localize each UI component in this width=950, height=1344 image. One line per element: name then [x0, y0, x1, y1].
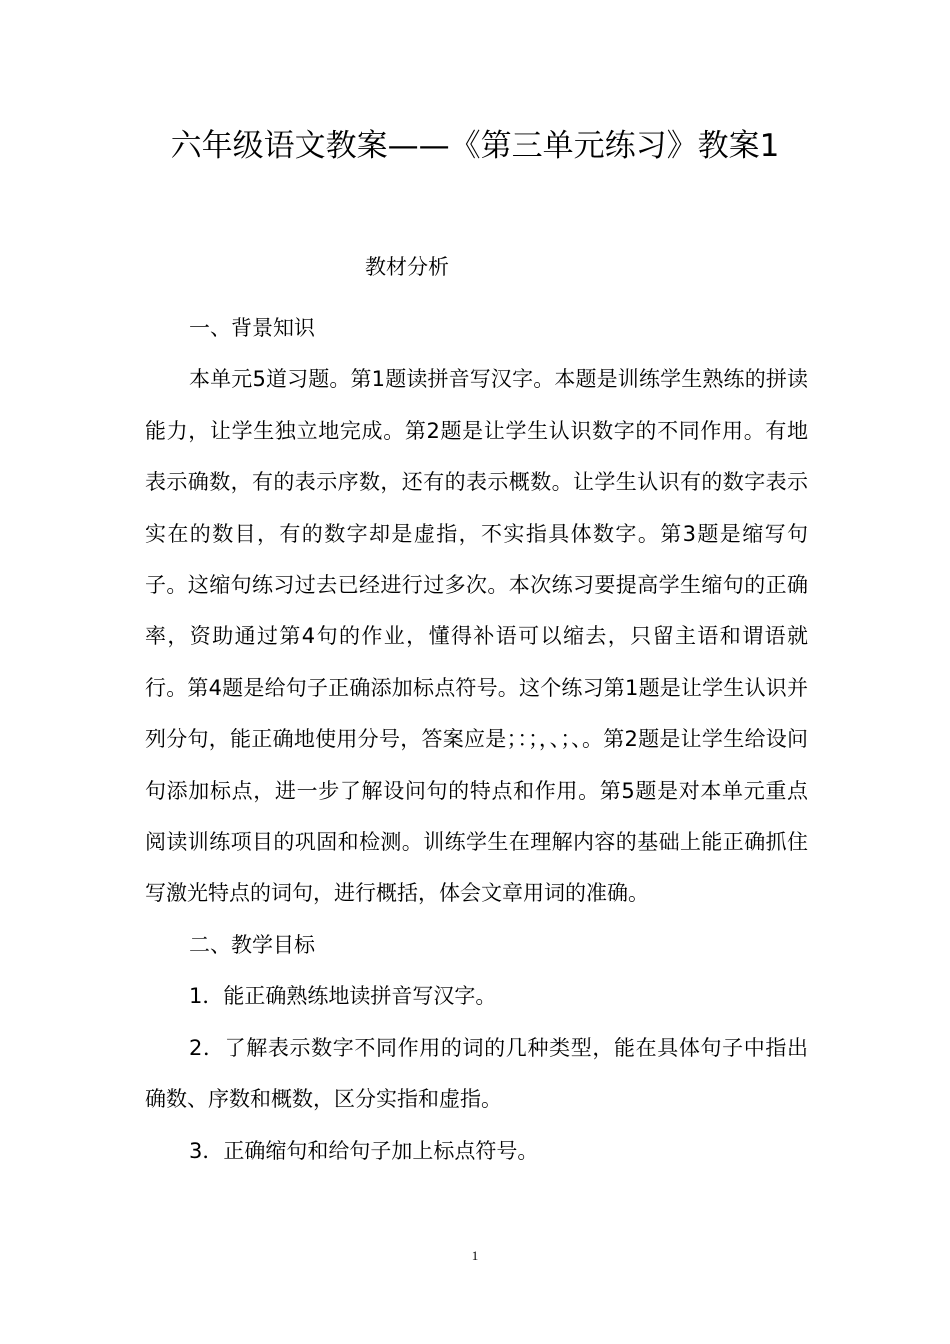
- document-title: 六年级语文教案——《第三单元练习》教案1: [170, 128, 780, 164]
- page-number: 1: [471, 1248, 479, 1263]
- paragraph-background: 本单元5道习题。第1题读拼音写汉字。本题是训练学生熟练的拼读能力，让学生独立地完成。第2题是让学生认识数字的不同作用。有地表示确数，有的表示序数，还有的表示概数。让学生认识有的数字表示实在的数目，有的数字却是虚指，不实指具体数字。第3题是缩写句子。这缩句练习过去已经进行过多次。本次练习要提高学生缩句的正确率，资助通过第4句的作业，懂得补语可以缩去，只留主语和谓语就行。第4题是给句子正确添加标点符号。这个练习第1题是让学生认识并列分句，能正确地使用分号，答案应是；：；，、；、。第2题是让学生给设问句添加标点，进一步了解设问句的特点和作用。第5题是对本单元重点阅读训练项目的巩固和检测。训练学生在理解内容的基础上能正确抓住写激光特点的词句，进行概括，体会文章用词的准确。: [145, 367, 808, 906]
- heading-background: 一、背景知识: [189, 316, 315, 340]
- document-body: [145, 303, 808, 1177]
- section-title: 教材分析: [365, 255, 449, 279]
- goal-item-2: 2．了解表示数字不同作用的词的几种类型，能在具体句子中指出确数、序数和概数，区分实指和虚指。: [145, 1035, 808, 1112]
- goal-item-1: 1．能正确熟练地读拼音写汉字。: [189, 984, 497, 1009]
- goal-item-3: 3．正确缩句和给句子加上标点符号。: [189, 1138, 539, 1163]
- heading-goals: 二、教学目标: [189, 932, 315, 957]
